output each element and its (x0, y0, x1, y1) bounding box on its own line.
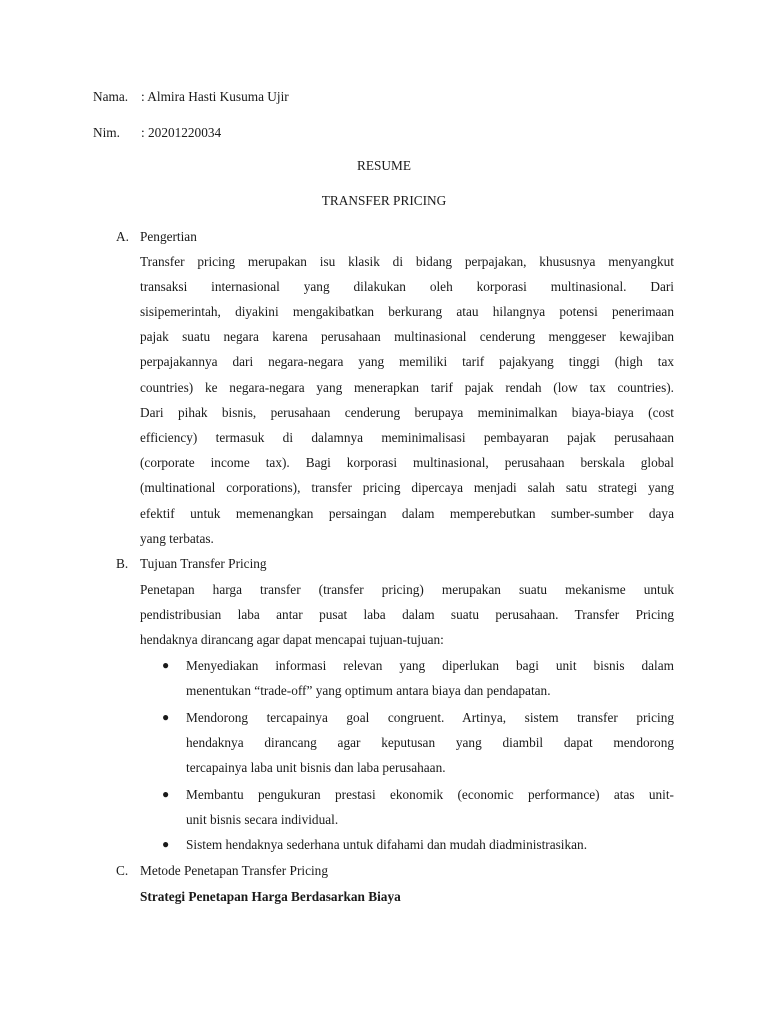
document-title: RESUME (357, 158, 411, 173)
section-c-marker: C. (116, 863, 129, 878)
section-a-line: yang terbatas. (140, 531, 214, 546)
bullet-line: hendaknya dirancang agar keputusan yang diambil dapat mendorong (186, 735, 674, 750)
section-b-line: pendistribusian laba antar pusat laba dalam suatu perusahaan. Transfer Pricing (140, 607, 674, 622)
section-a-line: (multinational corporations), transfer pricing dipercaya menjadi salah satu strategi yang (140, 480, 674, 495)
bullet-line: Menyediakan informasi relevan yang diperlukan bagi unit bisnis dalam (186, 658, 674, 673)
name-label: Nama. (93, 89, 129, 104)
nim-label: Nim. (93, 125, 120, 140)
section-a-line: efektif untuk memenangkan persaingan dalam memperebutkan sumber-sumber daya (140, 506, 674, 521)
section-a-line: Transfer pricing merupakan isu klasik di bidang perpajakan, khususnya menyangkut (140, 254, 674, 269)
section-b-line: hendaknya dirancang agar dapat mencapai tujuan-tujuan: (140, 632, 444, 647)
bullet-line: Membantu pengukuran prestasi ekonomik (economic performance) atas unit- (186, 787, 674, 802)
bullet-line: tercapainya laba unit bisnis dan laba perusahaan. (186, 760, 446, 775)
bullet-line: unit bisnis secara individual. (186, 812, 339, 827)
bullet-icon: ● (162, 787, 170, 801)
section-a-line: transaksi internasional yang dilakukan oleh korporasi multinasional. Dari (140, 279, 674, 294)
section-a-line: (corporate income tax). Bagi korporasi multinasional, perusahaan berskala global (140, 455, 674, 470)
bullet-line: Sistem hendaknya sederhana untuk difahami dan mudah diadministrasikan. (186, 837, 588, 852)
bullet-line: menentukan “trade-off” yang optimum antara biaya dan pendapatan. (186, 683, 551, 698)
section-a-line: pajak suatu negara karena perusahaan multinasional cenderung menggeser kewajiban (140, 329, 674, 344)
section-a-line: sisipemerintah, diyakini mengakibatkan berkurang atau hilangnya potensi penerimaan (140, 304, 674, 319)
bullet-icon: ● (162, 658, 170, 672)
section-a-marker: A. (116, 229, 129, 244)
section-a-line: efficiency) termasuk di dalamnya meminimalisasi pembayaran pajak perusahaan (140, 430, 674, 445)
section-c-subheading: Strategi Penetapan Harga Berdasarkan Biaya (140, 889, 401, 904)
section-a-line: countries) ke negara-negara yang menerapkan tarif pajak rendah (low tax countries). (140, 380, 674, 395)
bullet-icon: ● (162, 837, 170, 851)
bullet-icon: ● (162, 710, 170, 724)
section-a-line: Dari pihak bisnis, perusahaan cenderung berupaya meminimalkan biaya-biaya (cost (140, 405, 674, 420)
section-c-heading: Metode Penetapan Transfer Pricing (140, 863, 328, 878)
section-a-heading: Pengertian (140, 229, 197, 244)
bullet-line: Mendorong tercapainya goal congruent. Artinya, sistem transfer pricing (186, 710, 674, 725)
section-b-line: Penetapan harga transfer (transfer pricing) merupakan suatu mekanisme untuk (140, 582, 674, 597)
document-subtitle: TRANSFER PRICING (321, 193, 447, 208)
section-b-heading: Tujuan Transfer Pricing (140, 556, 267, 571)
section-b-marker: B. (116, 556, 129, 571)
nim-value: : 20201220034 (141, 125, 222, 140)
section-a-line: perpajakannya dari negara-negara yang memiliki tarif pajakyang tinggi (high tax (140, 354, 674, 369)
name-value: : Almira Hasti Kusuma Ujir (141, 89, 289, 104)
